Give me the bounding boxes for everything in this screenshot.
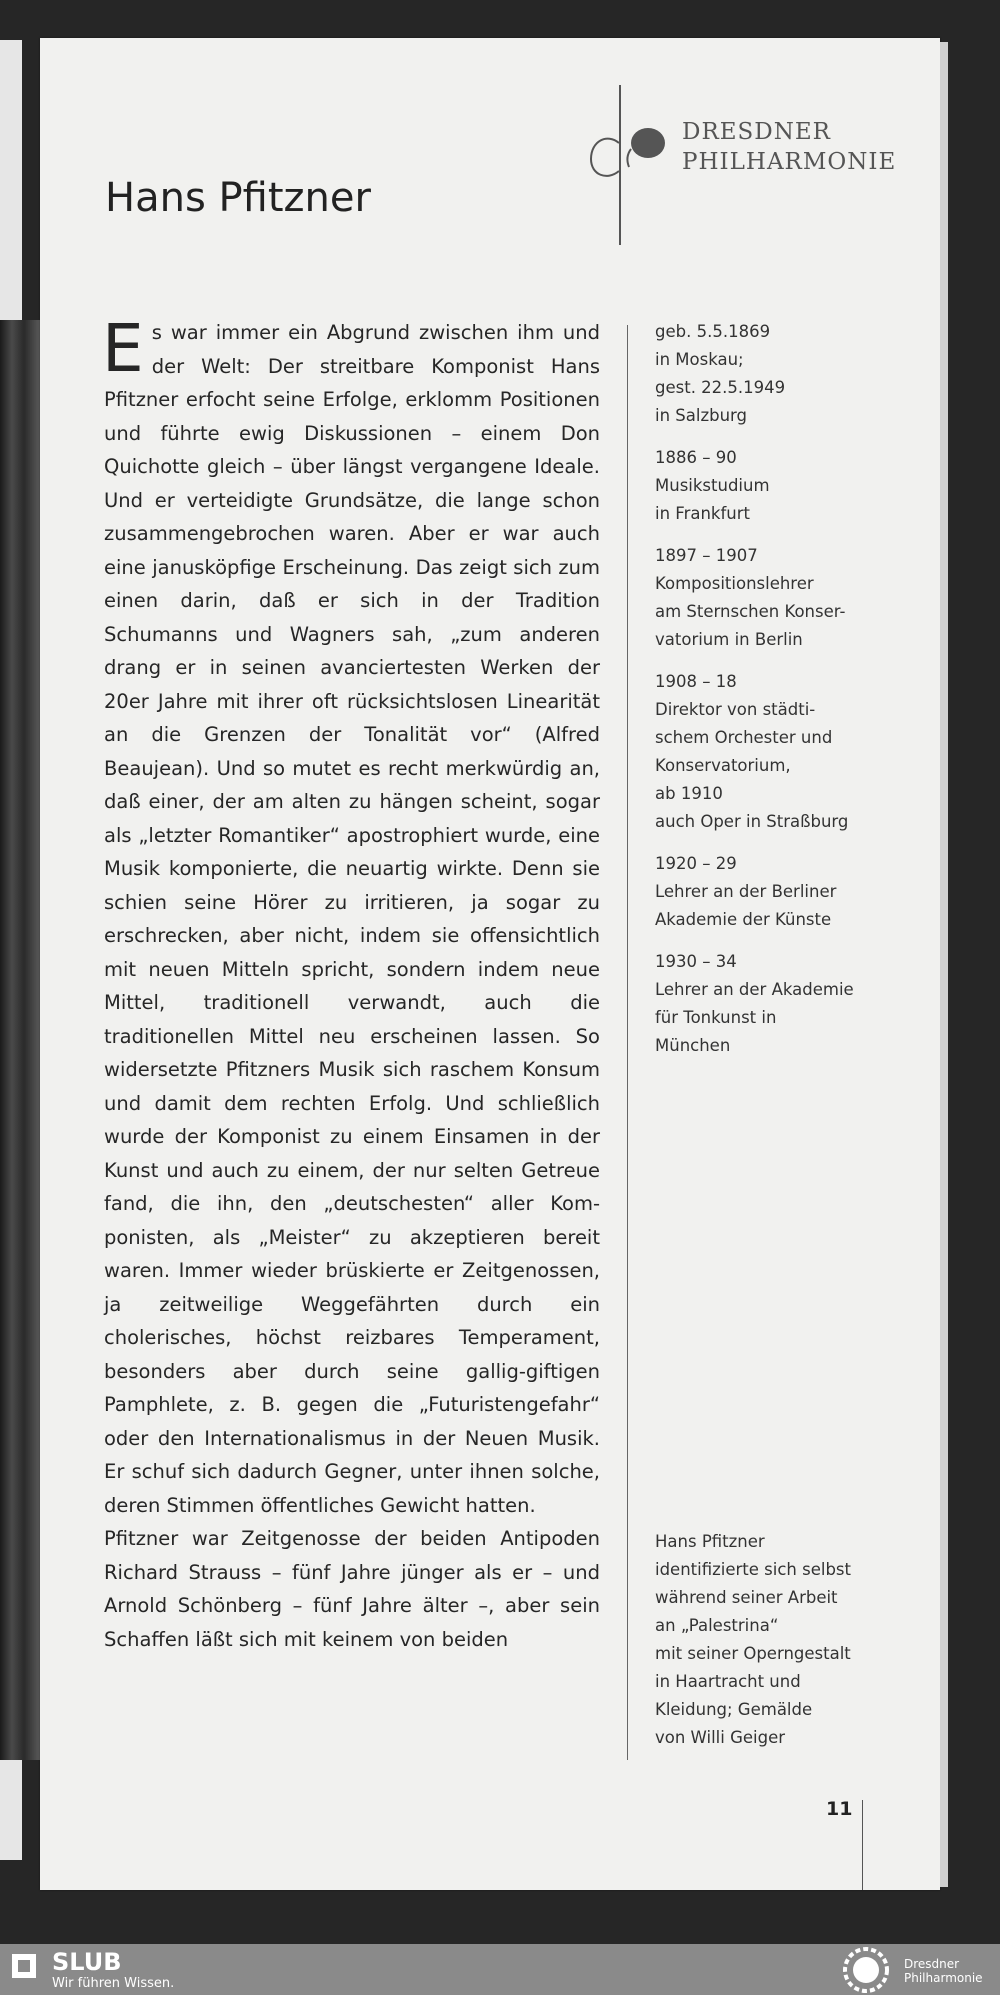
timeline-text: in Salzburg xyxy=(655,406,748,425)
caption-line: Kleidung; Gemälde xyxy=(655,1700,813,1719)
philharmonie-name xyxy=(904,1957,983,1985)
timeline-text: ab 1910 xyxy=(655,784,723,803)
page-title: Hans Pfitzner xyxy=(105,175,371,221)
timeline-text: gest. 22.5.1949 xyxy=(655,378,786,397)
timeline-entry xyxy=(655,948,915,1060)
drop-cap: E xyxy=(102,310,144,387)
timeline-entry xyxy=(655,444,915,528)
timeline-entry xyxy=(655,668,915,836)
timeline-text: Direktor von städti- xyxy=(655,700,816,719)
timeline-date: 1897 – 1907 xyxy=(655,546,758,565)
caption-line: mit seiner Operngestalt xyxy=(655,1644,851,1663)
paragraph-1-text: s war immer ein Abgrund zwischen ihm und der Welt: Der streitbare Komponist Hans Pfitzner erfocht seine Erfolge, erklomm Positionen und führte ewig Diskussionen – einem Don Quichotte gleich – über längst vergangene Ideale. Und er verteidigte Grundsätze, die lange schon zusammengebrochen waren. Aber er war auch eine janusköpfige Erscheinung. Das zeigt sich zum einen darin, daß er sich in der Tradition Schumanns und Wagners sah, „zum anderen drang er in seinen avanciertesten Werken der 20er Jahre mit ihrer oft rücksichtslosen Linearität an die Grenzen der Tonalität vor“ (Alfred Beaujean). Und so mutet es recht merkwürdig an, daß einer, der am alten zu hängen scheint, sogar als „letzter Romantiker“ apostrophiert wurde, eine Musik komponierte, die neuartig wirkte. Denn sie schien seine Hörer zu irritieren, ja sogar zu erschrecken, aber nicht, indem sie offensichtlich mit neuen Mitteln spricht, sondern indem neue Mittel, traditionell verwandt, auch die traditionellen Mittel neu erscheinen lassen. So widersetzte Pfitzners Musik sich raschem Konsum und damit dem rechten Erfolg. Und schließlich wurde der Komponist zu einem Einsamen in der Kunst und auch zu einem, der nur selten Getreue fand, die ihn, den „deutschesten“ aller Komponisten, als „Meister“ zu akzeptieren bereit waren. Immer wieder brüskierte er Zeitgenossen, ja zeitweilige Weggefährten durch ein cholerisches, höchst reizbares Temperament, besonders aber durch seine gallig-giftigen Pamphlete, z. B. gegen die „Futuristengefahr“ oder den Internationalismus in der Neuen Musik. Er schuf sich dadurch Gegner, unter ihnen solche, deren Stimmen öffentliches Gewicht hatten. xyxy=(104,321,600,1517)
timeline-text: auch Oper in Straßburg xyxy=(655,812,849,831)
caption-line: in Haartracht und xyxy=(655,1672,801,1691)
logo-line-1: DRESDNER xyxy=(682,119,831,145)
timeline-text: am Sternschen Konser- xyxy=(655,602,846,621)
partner-line-1: Dresdner xyxy=(904,1957,960,1971)
timeline-text: vatorium in Berlin xyxy=(655,630,803,649)
column-divider xyxy=(627,325,628,1760)
timeline-date: 1886 – 90 xyxy=(655,448,737,467)
timeline-text: Musikstudium xyxy=(655,476,770,495)
timeline-text: Lehrer an der Berliner xyxy=(655,882,837,901)
timeline-date: 1930 – 34 xyxy=(655,952,737,971)
timeline-date: 1908 – 18 xyxy=(655,672,737,691)
timeline-text: Akademie der Künste xyxy=(655,910,832,929)
dresdner-philharmonie-logo xyxy=(545,45,897,255)
page-number-rule xyxy=(862,1800,863,1890)
slub-name: SLUB xyxy=(52,1948,122,1976)
timeline-text: in Frankfurt xyxy=(655,504,751,523)
slub-logo-icon xyxy=(12,1954,36,1978)
caption-line: identifizierte sich selbst xyxy=(655,1560,851,1579)
timeline-text: München xyxy=(655,1036,731,1055)
slub-tagline: Wir führen Wissen. xyxy=(52,1976,175,1991)
paragraph-1 xyxy=(102,310,600,1522)
paragraph-2: Pfitzner war Zeitgenosse der beiden Antipoden Richard Strauss – fünf Jahre jünger als er – und Arnold Schönberg – fünf Jahre älter –, aber sein Schaffen läßt sich mit keinem von beiden xyxy=(104,1527,600,1651)
logo-line-2: PHILHARMONIE xyxy=(682,149,897,175)
image-caption xyxy=(655,1528,915,1752)
caption-line: Hans Pfitzner xyxy=(655,1532,765,1551)
caption-line: von Willi Geiger xyxy=(655,1728,786,1747)
caption-line: während seiner Arbeit xyxy=(655,1588,838,1607)
timeline-entry xyxy=(655,850,915,934)
timeline-text: schem Orchester und xyxy=(655,728,833,747)
article-body xyxy=(102,310,600,1656)
timeline-text: Konservatorium, xyxy=(655,756,791,775)
dp-logo-icon xyxy=(545,45,685,255)
philharmonie-logo-icon xyxy=(838,1946,894,1994)
page-edge xyxy=(940,42,948,1887)
timeline-date: 1920 – 29 xyxy=(655,854,737,873)
caption-line: an „Palestrina“ xyxy=(655,1616,779,1635)
page-number: 11 xyxy=(826,1798,853,1820)
adjacent-page-image xyxy=(0,320,40,1760)
logo-text xyxy=(682,117,896,177)
timeline-entry xyxy=(655,318,915,430)
footer-bar xyxy=(0,1944,1000,1995)
timeline-text: in Moskau; xyxy=(655,350,744,369)
timeline-text: Kompositionslehrer xyxy=(655,574,814,593)
biography-timeline xyxy=(655,318,915,1074)
timeline-entry xyxy=(655,542,915,654)
partner-line-2: Philharmonie xyxy=(904,1971,983,1985)
timeline-text: für Tonkunst in xyxy=(655,1008,777,1027)
timeline-text: Lehrer an der Akademie xyxy=(655,980,854,999)
timeline-date: geb. 5.5.1869 xyxy=(655,322,771,341)
